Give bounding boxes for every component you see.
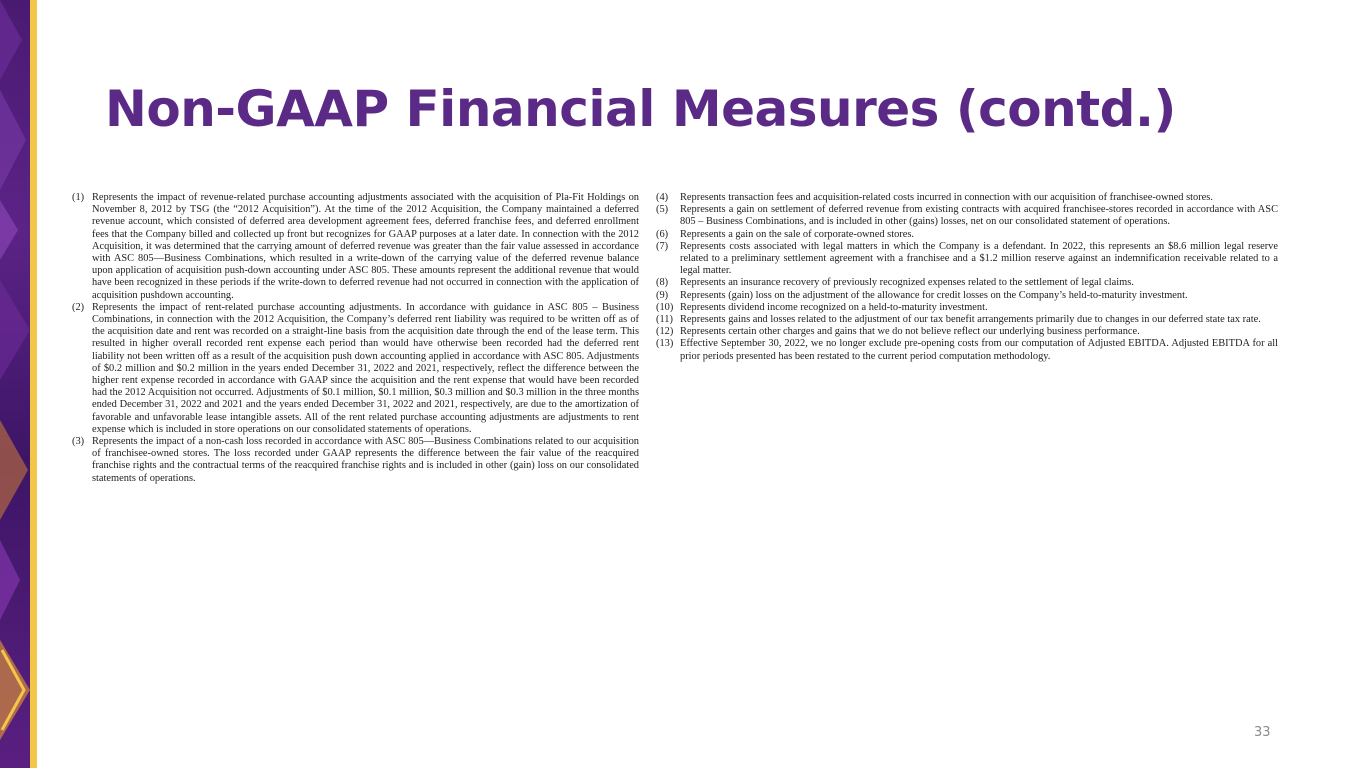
- footnote-text: Represents the impact of rent-related purchase accounting adjustments. In accordance with guidance in ASC 805 – Business Combinations, in connection with the 2012 Acquisition, the Company’s deferred rent liability was required to be written off as of the acquisition date and rent was recorded on a straight-line basis from the acquisition date through the end of the lease term. This resulted in higher overall recorded rent expense each period than would have otherwise been recorded had the deferred rent liability not been written off as a result of the acquisition push down accounting applied in accordance with ASC 805. Adjustments of $0.2 million and $0.2 million in the years ended December 31, 2022 and 2021, respectively, reflect the difference between the higher rent expense recorded in accordance with GAAP since the acquisition and the rent expense that would have been recorded had the 2012 Acquisition not occurred. Adjustments of $0.1 million, $0.1 million, $0.3 million and $0.3 million in the three months ended December 31, 2022 and 2021 and the years ended December 31, 2022 and 2021, respectively, are due to the amortization of favorable and unfavorable lease intangible assets. All of the rent related purchase accounting adjustments are adjustments to rent expense which is included in store operations on our consolidated statements of operations.: [92, 301, 639, 435]
- footnote-number: (1): [72, 192, 85, 203]
- footnote: [656, 302, 1278, 314]
- footnote-text: Represents dividend income recognized on a held-to-maturity investment.: [680, 301, 988, 313]
- footnote: [656, 277, 1278, 289]
- footnote: [656, 326, 1278, 338]
- footnote-text: Represents gains and losses related to the adjustment of our tax benefit arrangements primarily due to changes in our deferred state tax rate.: [680, 314, 1261, 326]
- footnote-number: (12): [656, 326, 674, 338]
- footnote-number: (13): [656, 338, 674, 350]
- footnote-text: Represents the impact of a non-cash loss recorded in accordance with ASC 805—Business Combinations related to our acquisition of franchisee-owned stores. The loss recorded under GAAP represents the difference between the fair value of the reacquired franchise rights and the contractual terms of the reacquired franchise rights and is included in other (gain) loss on our consolidated statements of operations.: [92, 436, 639, 484]
- footnote-number: (7): [656, 240, 669, 252]
- footnotes-left-column: [72, 192, 639, 485]
- footnote: [72, 436, 639, 485]
- footnote: [656, 192, 1278, 204]
- footnote: [72, 192, 639, 302]
- footnote: [656, 338, 1278, 362]
- footnote-number: (9): [656, 289, 669, 301]
- footnote: [656, 314, 1278, 326]
- footnote: [72, 302, 639, 436]
- footnote-number: (4): [656, 192, 669, 203]
- footnote: [656, 290, 1278, 302]
- footnote: [656, 241, 1278, 278]
- footnotes-right-column: [656, 192, 1278, 363]
- footnote-text: Represents the impact of revenue-related purchase accounting adjustments associated with the acquisition of Pla-Fit Holdings on November 8, 2012 by TSG (the “2012 Acquisition”). At the time of the 2012 Acquisition, the Company maintained a deferred revenue account, which consisted of deferred area development agreement fees, deferred franchise fees, and deferred enrollment fees that the Company billed and collected up front but recognizes for GAAP purposes at a later date. In connection with the 2012 Acquisition, it was determined that the carrying amount of deferred revenue was greater than the fair value assessed in accordance with ASC 805—Business Combinations, which resulted in a write-down of the carrying value of the deferred revenue balance upon application of acquisition push-down accounting under ASC 805. These amounts represent the additional revenue that would have been recognized in these periods if the write-down to deferred revenue had not occurred in connection with the application of acquisition pushdown accounting.: [92, 192, 639, 301]
- footnote-text: Represents (gain) loss on the adjustment of the allowance for credit losses on the Company’s held-to-maturity investment.: [680, 289, 1188, 301]
- footnote-text: Effective September 30, 2022, we no longer exclude pre-opening costs from our computation of Adjusted EBITDA. Adjusted EBITDA for all prior periods presented has been restated to the current period computation methodology.: [680, 338, 1278, 362]
- decorative-side-band: [0, 0, 30, 768]
- footnote-number: (11): [656, 314, 673, 326]
- page-title: Non-GAAP Financial Measures (contd.): [105, 80, 1176, 138]
- footnote-number: (8): [656, 277, 669, 289]
- footnote-number: (6): [656, 228, 669, 240]
- accent-stripe: [30, 0, 37, 768]
- footnote-text: Represents certain other charges and gains that we do not believe reflect our underlying business performance.: [680, 326, 1140, 338]
- chevron-pattern-icon: [0, 0, 30, 768]
- footnote: [656, 204, 1278, 228]
- footnote-text: Represents a gain on settlement of deferred revenue from existing contracts with acquired franchisee-stores recorded in accordance with ASC 805 – Business Combinations, and is included in other (gains) losses, net on our consolidated statement of operations.: [680, 204, 1278, 228]
- footnote-number: (10): [656, 301, 674, 313]
- page-number: 33: [1254, 725, 1271, 740]
- footnote-text: Represents costs associated with legal matters in which the Company is a defendant. In 2022, this represents an $8.6 million legal reserve related to a preliminary settlement agreement with a franchisee and a $1.2 million reserve against an indemnification receivable related to a legal matter.: [680, 240, 1278, 277]
- footnote-text: Represents a gain on the sale of corporate-owned stores.: [680, 228, 914, 240]
- footnote-number: (5): [656, 204, 669, 216]
- footnote-text: Represents transaction fees and acquisition-related costs incurred in connection with our acquisition of franchisee-owned stores.: [680, 192, 1213, 203]
- footnote-text: Represents an insurance recovery of previously recognized expenses related to the settlement of legal claims.: [680, 277, 1134, 289]
- footnote-number: (2): [72, 301, 85, 313]
- footnote: [656, 229, 1278, 241]
- footnote-number: (3): [72, 436, 85, 448]
